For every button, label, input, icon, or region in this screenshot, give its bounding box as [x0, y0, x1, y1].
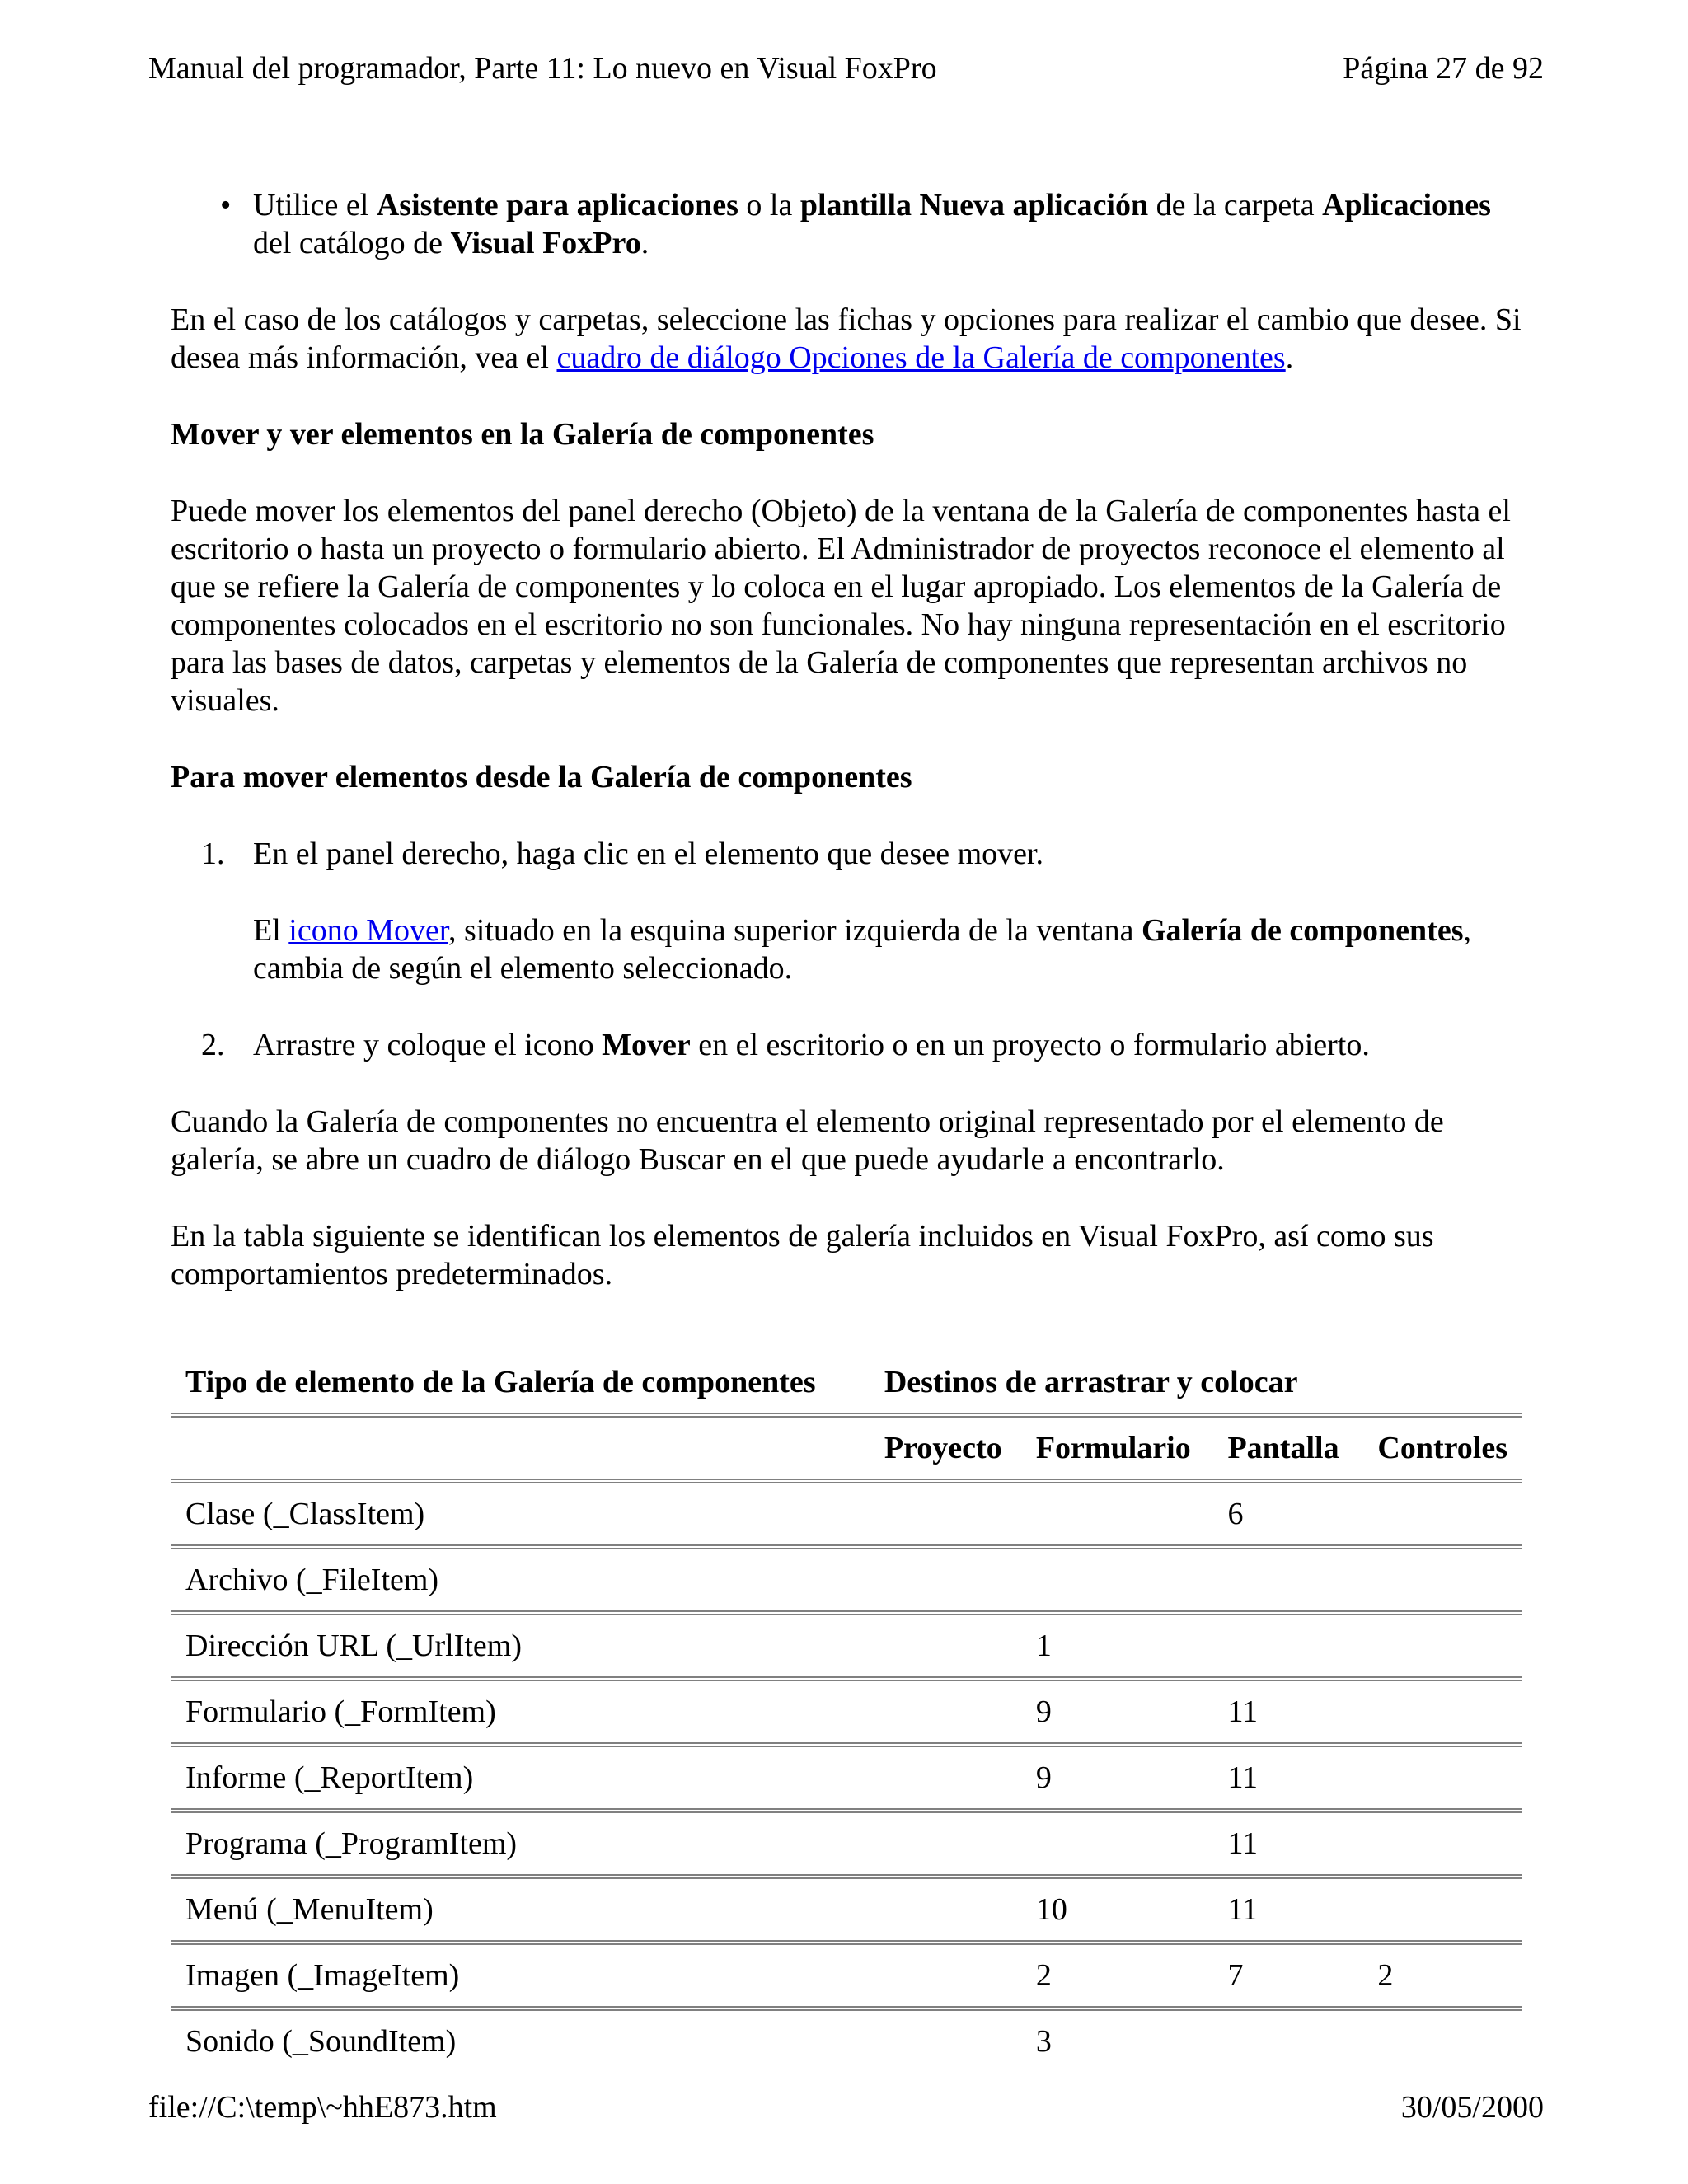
column-header-controls: Controles	[1362, 1415, 1522, 1481]
cell-form: 10	[1021, 1877, 1213, 1943]
cell-form	[1021, 1481, 1213, 1547]
table-row	[171, 1943, 1522, 2008]
gallery-items-table	[171, 1352, 1522, 2072]
cell-screen	[1212, 1613, 1362, 1679]
link-options-dialog[interactable]: cuadro de diálogo Opciones de la Galería de componentes	[556, 340, 1286, 375]
column-header-item-type: Tipo de elemento de la Galería de componentes	[185, 1365, 816, 1399]
cell-screen: 11	[1212, 1811, 1362, 1877]
cell-form	[1021, 1811, 1213, 1877]
step-number: 1.	[201, 837, 225, 871]
header-title: Manual del programador, Parte 11: Lo nuevo en Visual FoxPro	[148, 51, 937, 86]
cell-item-type: Clase (_ClassItem)	[171, 1481, 870, 1547]
cell-item-type: Formulario (_FormItem)	[171, 1679, 870, 1745]
cell-item-type: Informe (_ReportItem)	[171, 1745, 870, 1811]
column-header-drop-targets: Destinos de arrastrar y colocar	[884, 1365, 1298, 1399]
cell-controls	[1362, 1547, 1522, 1613]
table-row	[171, 2008, 1522, 2072]
cell-controls	[1362, 2008, 1522, 2072]
paragraph-table-intro: En la tabla siguiente se identifican los elementos de galería incluidos en Visual FoxPro, así como sus comportamientos predeterminados.	[171, 1219, 1434, 1291]
table-row	[171, 1745, 1522, 1811]
table-row	[171, 1877, 1522, 1943]
cell-controls	[1362, 1745, 1522, 1811]
cell-project	[870, 1679, 1021, 1745]
table-row	[171, 1547, 1522, 1613]
step-text: En el panel derecho, haga clic en el elemento que desee mover.	[253, 837, 1044, 871]
cell-project	[870, 1943, 1021, 2008]
procedure-steps	[171, 835, 1522, 1064]
bullet-list	[171, 186, 1522, 262]
cell-controls	[1362, 1679, 1522, 1745]
cell-project	[870, 1547, 1021, 1613]
column-header-project: Proyecto	[870, 1415, 1021, 1481]
cell-item-type: Menú (_MenuItem)	[171, 1877, 870, 1943]
table-header-row	[171, 1352, 1522, 1415]
step-item	[171, 835, 1522, 987]
header-page-number: Página 27 de 92	[1343, 51, 1544, 86]
step-number: 2.	[201, 1028, 225, 1062]
cell-screen: 6	[1212, 1481, 1362, 1547]
table-row	[171, 1679, 1522, 1745]
document-body	[171, 186, 1522, 1332]
cell-controls	[1362, 1877, 1522, 1943]
cell-form: 3	[1021, 2008, 1213, 2072]
cell-project	[870, 1613, 1021, 1679]
column-header-screen: Pantalla	[1212, 1415, 1362, 1481]
paragraph-find-dialog: Cuando la Galería de componentes no encuentra el elemento original representado por el elemento de galería, se abre un cuadro de diálogo Buscar en el que puede ayudarle a encontrarlo.	[171, 1104, 1444, 1177]
table-row	[171, 1481, 1522, 1547]
cell-controls	[1362, 1613, 1522, 1679]
cell-screen	[1212, 2008, 1362, 2072]
cell-screen: 11	[1212, 1877, 1362, 1943]
paragraph-catalogs: En el caso de los catálogos y carpetas, seleccione las fichas y opciones para realizar el cambio que desee. Si desea más información, vea el cuadro de diálogo Opciones de la Galería de componentes.	[171, 302, 1522, 375]
cell-form: 9	[1021, 1679, 1213, 1745]
paragraph-move-items: Puede mover los elementos del panel derecho (Objeto) de la ventana de la Galería de componentes hasta el escritorio o hasta un proyecto o formulario abierto. El Administrador de proyectos reconoce el elemento al que se refiere la Galería de componentes y lo coloca en el lugar apropiado. Los elementos de la Galería de componentes colocados en el escritorio no son funcionales. No hay ninguna representación en el escritorio para las bases de datos, carpetas y elementos de la Galería de componentes que representan archivos no visuales.	[171, 494, 1511, 718]
cell-screen: 11	[1212, 1745, 1362, 1811]
step-note: El icono Mover, situado en la esquina superior izquierda de la ventana Galería de componentes, cambia de según el elemento seleccionado.	[253, 913, 1471, 986]
cell-project	[870, 1811, 1021, 1877]
cell-item-type: Programa (_ProgramItem)	[171, 1811, 870, 1877]
step-item: 2. Arrastre y coloque el icono Mover en el escritorio o en un proyecto o formulario abierto.	[201, 1028, 1370, 1062]
cell-project	[870, 1877, 1021, 1943]
section-heading-move-view: Mover y ver elementos en la Galería de componentes	[171, 417, 874, 452]
cell-item-type: Archivo (_FileItem)	[171, 1547, 870, 1613]
cell-screen: 7	[1212, 1943, 1362, 2008]
cell-item-type: Imagen (_ImageItem)	[171, 1943, 870, 2008]
cell-screen	[1212, 1547, 1362, 1613]
cell-item-type: Sonido (_SoundItem)	[171, 2008, 870, 2072]
cell-project	[870, 1745, 1021, 1811]
table-row	[171, 1613, 1522, 1679]
cell-controls	[1362, 1481, 1522, 1547]
table-row	[171, 1811, 1522, 1877]
cell-controls: 2	[1362, 1943, 1522, 2008]
column-header-form: Formulario	[1021, 1415, 1213, 1481]
footer-file-path: file://C:\temp\~hhE873.htm	[148, 2090, 497, 2125]
cell-form	[1021, 1547, 1213, 1613]
cell-project	[870, 2008, 1021, 2072]
cell-form: 1	[1021, 1613, 1213, 1679]
cell-project	[870, 1481, 1021, 1547]
cell-item-type: Dirección URL (_UrlItem)	[171, 1613, 870, 1679]
link-move-icon[interactable]: icono Mover	[288, 913, 448, 948]
cell-form: 9	[1021, 1745, 1213, 1811]
cell-form: 2	[1021, 1943, 1213, 2008]
table-subheader-row	[171, 1415, 1522, 1481]
section-heading-procedure: Para mover elementos desde la Galería de componentes	[171, 760, 912, 794]
bullet-item: • Utilice el Asistente para aplicaciones o la plantilla Nueva aplicación de la carpeta Aplicaciones del catálogo de Visual FoxPro.	[220, 188, 1491, 260]
footer-date: 30/05/2000	[1400, 2090, 1544, 2125]
bullet-dot-icon: •	[220, 188, 232, 223]
cell-controls	[1362, 1811, 1522, 1877]
cell-screen: 11	[1212, 1679, 1362, 1745]
